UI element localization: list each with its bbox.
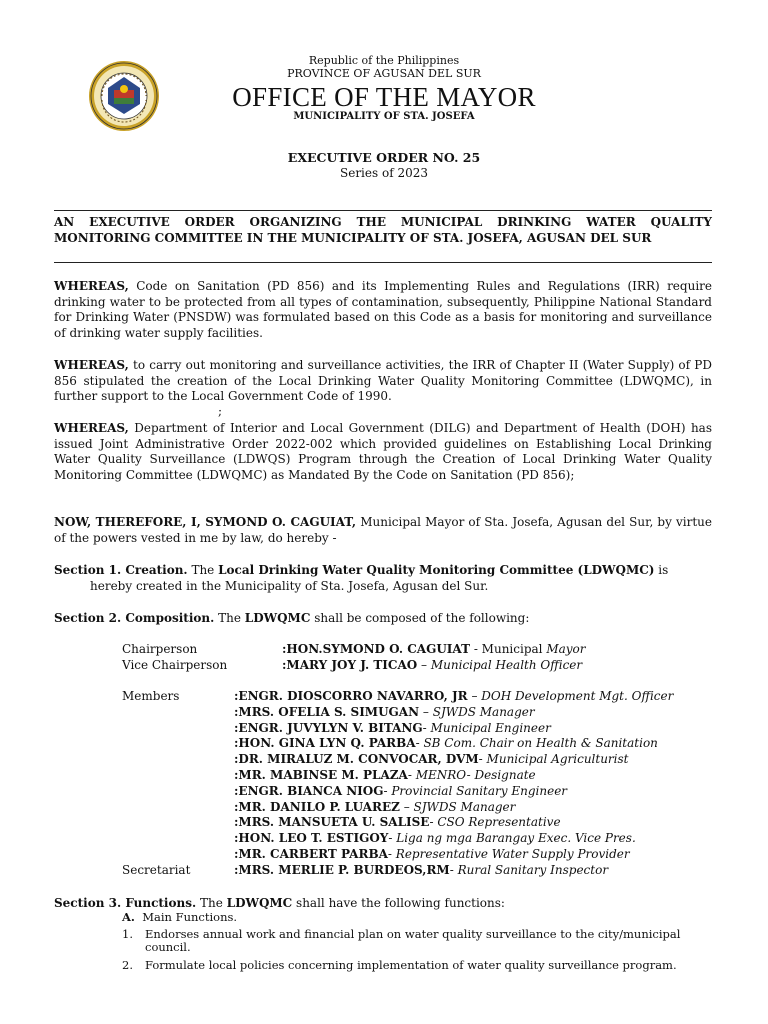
whereas-text: Code on Sanitation (PD 856) and its Implementing Rules and Regulations (IRR) require drinking water to be protected from all types of contamination, subsequently, Philippine National Standard for Drinking Water (PNSDW) was formulated based on this Code as a basis for monitoring and surveillance of drinking water supply facilities. (54, 279, 712, 340)
members-label: Members (122, 689, 180, 703)
member-sep: - (387, 847, 396, 861)
section-1-label: Section 1. Creation. (54, 563, 188, 577)
function-item-line: Endorses annual work and financial plan on water quality surveillance to the city/municipal (145, 927, 681, 941)
whereas-lead: WHEREAS, (54, 279, 129, 293)
whereas-text: Department of Interior and Local Government (DILG) and Department of Health (DOH) has issued Joint Administrative Order 2022-002 which provided guidelines on Establishing Local Drinking Water Quality Surveillance (LDWQS) Program through the Creation of Local Drinking Water Quality Monitoring Committee (LDWQMC) as Mandated By the Code on Sanitation (PD 856); (54, 421, 712, 482)
officer-sep: – (417, 658, 431, 672)
member-name: :MRS. MANSUETA U. SALISE (234, 815, 430, 830)
member-name: :ENGR. DIOSCORRO NAVARRO, JR (234, 689, 468, 703)
now-therefore-text: Municipal Mayor of Sta. Josefa, Agusan del Sur, by virtue of the powers vested in me by law, do hereby - (54, 515, 712, 545)
whereas-paragraph-3 (54, 421, 712, 483)
section-2-pre: The (214, 611, 245, 625)
header-office-title: OFFICE OF THE MAYOR (232, 82, 536, 112)
member-name: :ENGR. BIANCA NIOG (234, 783, 384, 798)
header-province: PROVINCE OF AGUSAN DEL SUR (287, 67, 481, 80)
member-name: :MRS. OFELIA S. SIMUGAN (234, 704, 420, 719)
officer-label: Chairperson (122, 642, 198, 656)
member-sep: - (383, 783, 392, 798)
officer-sep: - Municipal (470, 642, 547, 656)
whereas-paragraph-1 (54, 279, 712, 341)
whereas-lead: WHEREAS, (54, 421, 129, 435)
section-3-subheading (122, 911, 237, 924)
member-name: :DR. MIRALUZ M. CONVOCAR, DVM (234, 752, 479, 767)
now-therefore-paragraph (54, 515, 712, 546)
section-2-label: Section 2. Composition. (54, 611, 215, 625)
officer-label: Vice Chairperson (122, 658, 228, 672)
member-sep: - (407, 768, 416, 782)
member-name: :MR. CARBERT PARBA (234, 847, 388, 861)
member-sep: - (388, 831, 397, 846)
officer-role: Mayor (546, 642, 586, 656)
member-name: :HON. GINA LYN Q. PARBA (234, 736, 416, 751)
member-role: MENRO- Designate (415, 768, 536, 782)
member-name: :MR. DANILO P. LUAREZ (234, 799, 400, 814)
member-role: SB Com. Chair on Health & Sanitation (423, 736, 658, 751)
secretariat-role: Rural Sanitary Inspector (457, 863, 609, 877)
executive-order-series: Series of 2023 (340, 166, 428, 180)
member-role: Liga ng mga Barangay Exec. Vice Pres. (396, 831, 636, 846)
header-municipality: MUNICIPALITY OF STA. JOSEFA (293, 111, 475, 122)
secretariat-sep: - (449, 863, 458, 877)
section-3-post: shall have the following functions: (292, 896, 505, 910)
whereas-paragraph-2 (54, 358, 712, 405)
section-2-post: shall be composed of the following: (310, 611, 530, 625)
officer-name: :MARY JOY J. TICAO (282, 658, 418, 672)
executive-order-number: EXECUTIVE ORDER NO. 25 (287, 150, 481, 165)
section-2-composition (54, 610, 714, 626)
section-2-acronym: LDWQMC (244, 611, 311, 625)
member-role: Municipal Engineer (430, 720, 551, 735)
section-3-functions (54, 895, 714, 911)
member-name: :ENGR. JUVYLYN V. BITANG (234, 720, 423, 735)
member-role: DOH Development Mgt. Officer (481, 689, 674, 703)
member-name: :MR. MABINSE M. PLAZA (234, 768, 408, 782)
member-sep: - (429, 815, 438, 830)
function-item-number: 1. (122, 927, 133, 941)
whereas-text: to carry out monitoring and surveillance activities, the IRR of Chapter II (Water Supply) of PD 856 stipulated the creation of the Local Drinking Water Quality Monitoring Committee (LDWQMC), in further support to the Local Government Code of 1990. (54, 358, 712, 404)
now-therefore-lead: NOW, THEREFORE, I, SYMOND O. CAGUIAT, (54, 515, 357, 529)
section-1-line-2: hereby created in the Municipality of Sta. Josefa, Agusan del Sur. (90, 579, 489, 593)
title-top-rule (54, 210, 712, 211)
section-1-pre: The (187, 563, 219, 577)
member-name: :HON. LEO T. ESTIGOY (234, 831, 389, 846)
member-role: SJWDS Manager (432, 704, 535, 719)
section-1-post: is (654, 563, 669, 577)
section-1-creation (54, 562, 714, 594)
function-item-number: 2. (122, 958, 133, 972)
title-bottom-rule (54, 262, 712, 263)
stray-semicolon: ; (218, 404, 223, 418)
member-sep: - (478, 752, 487, 767)
sub-title: Main Functions. (142, 910, 238, 924)
member-role: Municipal Agriculturist (486, 752, 629, 767)
member-sep: - (422, 720, 431, 735)
function-item-text (145, 928, 715, 954)
member-sep: – (399, 799, 414, 814)
whereas-lead: WHEREAS, (54, 358, 129, 372)
member-role: CSO Representative (437, 815, 561, 830)
function-item-text (145, 959, 715, 972)
section-3-pre: The (196, 896, 227, 910)
section-1-committee-name: Local Drinking Water Quality Monitoring Committee (LDWQMC) (218, 563, 655, 577)
member-role: Provincial Sanitary Engineer (391, 783, 568, 798)
function-item-line: council. (145, 940, 191, 954)
order-title: AN EXECUTIVE ORDER ORGANIZING THE MUNICIPAL DRINKING WATER QUALITY MONITORING COMMITTEE IN THE MUNICIPALITY OF STA. JOSEFA, AGUSAN DEL SUR (54, 215, 712, 245)
secretariat-label: Secretariat (122, 863, 191, 877)
sub-letter: A. (122, 910, 135, 924)
officer-role: Municipal Health Officer (430, 658, 583, 672)
member-sep: - (415, 736, 424, 751)
member-role: Representative Water Supply Provider (395, 847, 630, 861)
member-sep: – (467, 689, 482, 703)
function-item-line: Formulate local policies concerning implementation of water quality surveillance program. (145, 958, 677, 972)
officer-name: :HON.SYMOND O. CAGUIAT (282, 642, 470, 656)
header-republic: Republic of the Philippines (308, 54, 460, 67)
section-3-acronym: LDWQMC (226, 896, 293, 910)
member-sep: – (419, 704, 433, 719)
secretariat-name: :MRS. MERLIE P. BURDEOS,RM (234, 863, 450, 877)
member-role: SJWDS Manager (413, 799, 516, 814)
section-3-label: Section 3. Functions. (54, 896, 197, 910)
